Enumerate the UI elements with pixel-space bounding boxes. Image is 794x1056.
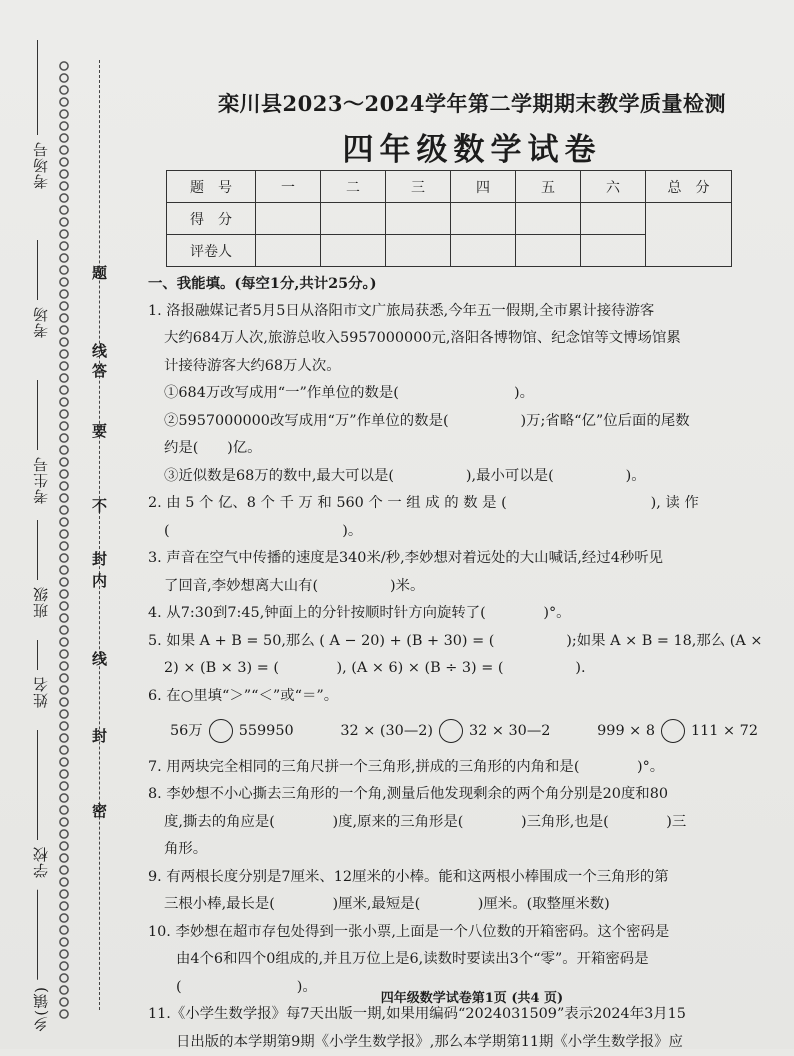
score-cell[interactable] — [386, 203, 451, 235]
seal-char: 内 — [92, 570, 107, 591]
score-cell[interactable] — [321, 203, 386, 235]
table-header-cell: 题 号 — [167, 171, 256, 203]
question-8-line: 8. 李妙想不小心撕去三角形的一个角,测量后他发现剩余的两个角分别是20度和80 — [148, 781, 778, 809]
seal-char: 不 — [92, 495, 107, 516]
table-header-cell: 六 — [581, 171, 646, 203]
binding-margin — [0, 0, 150, 1049]
comparison-item: 56万 559950 — [170, 718, 294, 746]
question-11-line: 日出版的本学期第9期《小学生数学报》,那么本学期第11期《小学生数学报》应 — [148, 1029, 778, 1056]
question-1-line: 计接待游客大约68万人次。 — [148, 353, 778, 381]
table-header-cell: 三 — [386, 171, 451, 203]
question-1-part-1: ①684万改写成用“一”作单位的数是( )。 — [148, 380, 778, 408]
exam-title: 栾川县2023～2024学年第二学期期末教学质量检测 — [150, 88, 794, 118]
question-7: 7. 用两块完全相同的三角尺拼一个三角形,拼成的三角形的内角和是( )°。 — [148, 754, 778, 782]
question-5-line: 2) × (B × 3) = ( ), (A × 6) × (B ÷ 3) = ( ). — [148, 655, 778, 683]
table-header-cell: 总 分 — [646, 171, 732, 203]
row-label: 得 分 — [167, 203, 256, 235]
question-9-line: 三根小棒,最长是( )厘米,最短是( )厘米。(取整厘米数) — [148, 891, 778, 919]
grader-cell[interactable] — [451, 235, 516, 267]
compare-circle[interactable] — [439, 719, 463, 743]
question-1-part-3: ③近似数是68万的数中,最大可以是( ),最小可以是( )。 — [148, 463, 778, 491]
seal-char: 封 — [92, 548, 107, 569]
question-10-line: ( )。 — [148, 974, 778, 1002]
score-cell[interactable] — [581, 203, 646, 235]
seal-char: 线 — [92, 648, 107, 669]
question-8-line: 角形。 — [148, 836, 778, 864]
question-3-line: 3. 声音在空气中传播的速度是340米/秒,李妙想对着远处的大山喊话,经过4秒听见 — [148, 545, 778, 573]
question-11-line: 11.《小学生数学报》每7天出版一期,如果用编码“2024031509”表示2024年3月15 — [148, 1001, 778, 1029]
comparison-item: 999 × 8 111 × 72 — [597, 718, 758, 746]
question-2-line: ( )。 — [148, 518, 778, 546]
row-label: 评卷人 — [167, 235, 256, 267]
score-cell[interactable] — [516, 203, 581, 235]
class-field: 班级 — [30, 520, 51, 618]
comparison-item: 32 × (30—2) 32 × 30—2 — [340, 718, 550, 746]
score-table — [166, 170, 732, 267]
grader-cell[interactable] — [256, 235, 321, 267]
seal-char: 题 — [92, 262, 107, 283]
question-6: 6. 在○里填“＞”“＜”或“＝”。 — [148, 683, 778, 711]
exam-room-number-field: 考场号 — [30, 40, 51, 189]
compare-circle[interactable] — [209, 719, 233, 743]
question-8-line: 度,撕去的角应是( )度,原来的三角形是( )三角形,也是( )三 — [148, 809, 778, 837]
name-field: 姓名 — [30, 640, 51, 708]
question-10-line: 由4个6和四个0组成的,并且万位上是6,读数时要读出3个“零”。开箱密码是 — [148, 946, 778, 974]
question-1-line: 1. 洛报融媒记者5月5日从洛阳市文广旅局获悉,今年五一假期,全市累计接待游客 — [148, 298, 778, 326]
student-number-field: 考生号 — [30, 380, 51, 504]
seal-line — [99, 60, 100, 1010]
seal-char: 封 — [92, 725, 107, 746]
table-header-cell: 二 — [321, 171, 386, 203]
question-5-line: 5. 如果 A + B = 50,那么 ( A − 20) + (B + 30) = ( );如果 A × B = 18,那么 (A × — [148, 628, 778, 656]
seal-char: 线 — [92, 340, 107, 361]
seal-char: 要 — [92, 420, 107, 441]
question-section — [148, 270, 778, 1056]
question-2-line: 2. 由 5 个 亿、8 个 千 万 和 560 个 一 组 成 的 数 是 ( ), 读 作 — [148, 490, 778, 518]
question-4: 4. 从7:30到7:45,钟面上的分针按顺时针方向旋转了( )°。 — [148, 600, 778, 628]
comparison-row — [148, 710, 778, 754]
seal-char: 答 — [92, 360, 107, 381]
table-header-cell: 五 — [516, 171, 581, 203]
table-header-cell: 四 — [451, 171, 516, 203]
grader-cell[interactable] — [581, 235, 646, 267]
table-header-cell: 一 — [256, 171, 321, 203]
grader-cell[interactable] — [386, 235, 451, 267]
question-1-part-2: ②5957000000改写成用“万”作单位的数是( )万;省略“亿”位后面的尾数 — [148, 408, 778, 436]
section-heading: 一、我能填。(每空1分,共计25分。) — [148, 270, 778, 298]
exam-subject-title: 四年级数学试卷 — [150, 124, 794, 169]
question-1-part-2: 约是( )亿。 — [148, 435, 778, 463]
question-9-line: 9. 有两根长度分别是7厘米、12厘米的小棒。能和这两根小棒围成一个三角形的第 — [148, 864, 778, 892]
school-field: 学校 — [30, 730, 51, 878]
score-cell[interactable] — [256, 203, 321, 235]
township-field: 乡(镇) — [30, 890, 51, 1032]
score-cell[interactable] — [451, 203, 516, 235]
grader-cell[interactable] — [516, 235, 581, 267]
grader-cell[interactable] — [321, 235, 386, 267]
exam-room-field: 考场 — [30, 240, 51, 338]
compare-circle[interactable] — [661, 719, 685, 743]
seal-char: 密 — [92, 800, 107, 821]
page-footer: 四年级数学试卷第1页 (共4 页) — [150, 987, 794, 1006]
question-10-line: 10. 李妙想在超市存包处得到一张小票,上面是一个八位数的开箱密码。这个密码是 — [148, 919, 778, 947]
binding-chain-decoration — [58, 60, 70, 1020]
question-1-line: 大约684万人次,旅游总收入5957000000元,洛阳各博物馆、纪念馆等文博场馆累 — [148, 325, 778, 353]
question-3-line: 了回音,李妙想离大山有( )米。 — [148, 573, 778, 601]
total-score-cell[interactable] — [646, 203, 732, 267]
